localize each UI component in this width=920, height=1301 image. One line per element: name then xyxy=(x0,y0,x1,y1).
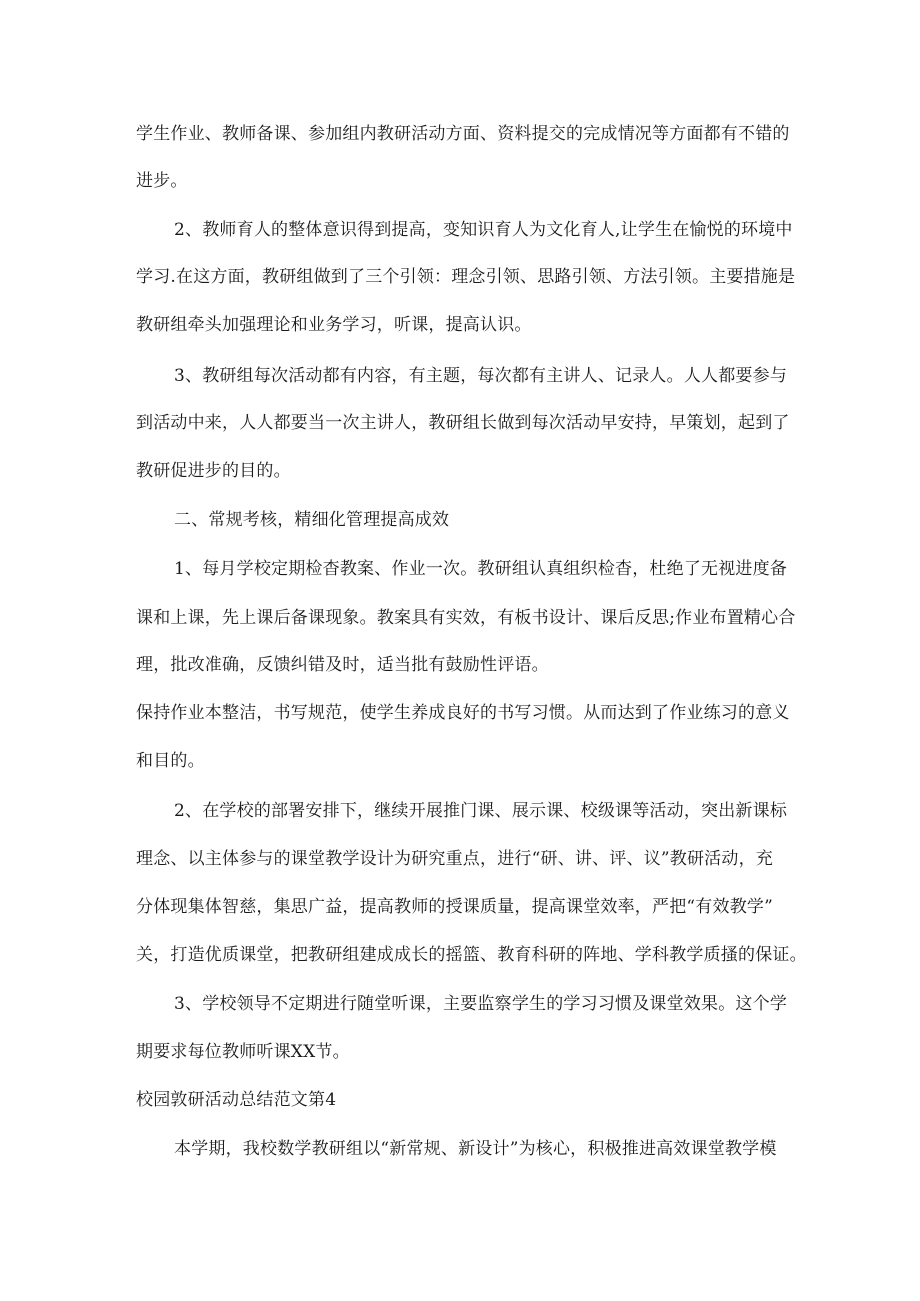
text-line-2: 进步。 xyxy=(136,171,188,191)
text-line-13: 保持作业本整洁，书写规范，使学生养成良好的书写习惯。从而达到了作业练习的意义 xyxy=(136,703,790,723)
text-line-7: 到活动中来，人人都要当一次主讲人，教研组长做到每次活动早安持，早策划，起到了 xyxy=(136,413,790,433)
text-line-4: 学习.在这方面，教研组做到了三个引领：理念引领、思路引领、方法引领。主要措施是 xyxy=(136,267,796,287)
text-line-18: 关，打造优质课堂，把教研组建成成长的摇篮、教育科研的阵地、学科教学质搔的保证。 xyxy=(136,945,807,965)
text-line-10: 1、每月学校定期检杳教案、作业一次。教研组认真组织检杳，杜绝了无视进度备 xyxy=(174,559,788,579)
text-line-20: 期要求每位教师听课XX节。 xyxy=(136,1042,350,1062)
text-line-1: 学生作业、教师备课、参加组内教研活动方面、资料提交的完成情况等方面都有不错的 xyxy=(136,124,790,144)
article-title: 校园敦研活动总结范文第4 xyxy=(136,1090,337,1110)
text-line-8: 教研促进步的目的。 xyxy=(136,461,291,481)
text-line-17: 分体现集体智慈，集思广益，提高教师的授课质量，提高课堂效率，严把“有效教学” xyxy=(136,897,773,917)
text-line-19: 3、学校领导不定期进行随堂听课，主要监察学生的学习习惯及课堂效果。这个学 xyxy=(174,994,788,1014)
text-line-11: 课和上课，先上课后备课现象。教案具有实效，有板书设计、课后反思;作业布置精心合 xyxy=(136,608,796,628)
section-heading: 二、常规考核，精细化管理提高成效 xyxy=(174,510,450,530)
text-line-5: 教研组牵头加强理论和业务学习，听课，提高认识。 xyxy=(136,315,532,335)
text-line-3: 2、教师育人的整体意识得到提高，变知识育人为文化育人,让学生在愉悦的环境中 xyxy=(174,220,793,240)
text-line-12: 理，批改准确，反馈纠错及时，适当批有鼓励性评语。 xyxy=(136,655,549,675)
text-line-22: 本学期，我校数学教研组以“新常规、新设计”为核心，积极推进高效课堂教学模 xyxy=(174,1139,777,1159)
text-line-6: 3、教研组每次活动都有内容，有主题，每次都有主讲人、记录人。人人都要参与 xyxy=(174,366,788,386)
text-line-15: 2、在学校的部署安排下，继续开展推门课、展示课、校级课等活动，突出新课标 xyxy=(174,801,788,821)
text-line-14: 和目的。 xyxy=(136,751,205,771)
text-line-16: 理念、以主体参与的课堂教学设计为研究重点，进行“研、讲、评、议”教研活动，充 xyxy=(136,849,773,869)
